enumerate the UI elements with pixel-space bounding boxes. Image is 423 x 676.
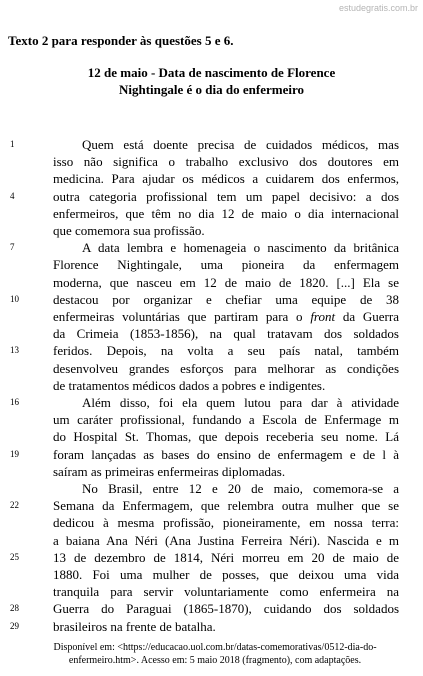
line-number: 19 — [10, 448, 19, 459]
text-line: que comemora sua profissão. — [53, 223, 205, 238]
line-number: 7 — [10, 242, 15, 253]
text-line: moderna, que nasceu em 12 de maio de 1820. [...] Ela se — [53, 274, 399, 290]
text-line: de tratamentos médicos dados a pobres e indigentes. — [53, 377, 326, 393]
text-line: brasileiros na frente de batalha. — [53, 618, 216, 634]
text-line: Além disso, foi ela quem lutou para dar à atividade — [82, 395, 399, 410]
text-line: medicina. Para ajudar os médicos a cuidarem dos enfermos, — [53, 171, 399, 187]
text-line: tranquila para servir voluntariamente como enfermeira na — [53, 584, 399, 600]
text-line: enfermeiros, que têm no dia 12 de maio o dia internacional — [53, 205, 399, 221]
line-number: 4 — [10, 190, 15, 201]
text-line: Quem está doente precisa de cuidados médicos, mas — [82, 137, 399, 152]
source-line-2: enfermeiro.htm>. Acesso em: 5 maio 2018 (fragmento), com adaptações. — [68, 655, 362, 666]
line-number: 1 — [10, 139, 15, 149]
text-line: do Hospital St. Thomas, que depois receberia seu nome. Lá — [53, 429, 399, 445]
text-line: enfermeiras voluntárias que partiram para o front da Guerra — [53, 309, 399, 324]
line-number: 16 — [10, 397, 19, 407]
text-line: Guerra do Paraguai (1865-1870), cuidando dos soldados — [53, 601, 399, 617]
text-line: um caráter profissional, fundando a Escola de Enfermage m — [53, 412, 399, 428]
text-line: dedicou à mesma profissão, pioneiramente, em nossa terra: — [53, 515, 399, 531]
text-heading: Texto 2 para responder às questões 5 e 6. — [8, 33, 234, 48]
text-line: outra categoria profissional tem um papel decisivo: a dos — [53, 188, 399, 204]
text-line: No Brasil, entre 12 e 20 de maio, comemora-se a — [82, 481, 399, 496]
line-number: 10 — [10, 293, 19, 304]
text-line: destacou por organizar e chefiar uma equipe de 38 — [53, 291, 399, 307]
text-line: Semana da Enfermagem, que relembra outra mulher que se — [53, 498, 399, 514]
text-title-line-1: 12 de maio - Data de nascimento de Florence — [87, 65, 336, 80]
text-title-line-2: Nightingale é o dia do enfermeiro — [119, 82, 304, 97]
line-number: 13 — [10, 345, 19, 356]
line-number: 25 — [10, 551, 19, 562]
text-line: Florence Nightingale, uma pioneira da enfermagem — [53, 257, 399, 273]
text-line: 13 de dezembro de 1814, Néri morreu em 20 de maio de — [53, 549, 399, 565]
line-number: 28 — [10, 603, 19, 614]
text-line: isso não significa o trabalho exclusivo dos doutores em — [53, 154, 399, 170]
text-line: desenvolveu grandes esforços para melhorar as condições — [53, 360, 399, 376]
italic-word: front — [310, 309, 336, 324]
watermark: estudegratis.com.br — [338, 3, 418, 13]
text-line: foram lançadas as bases do ensino de enfermagem e de l à — [53, 446, 399, 462]
text-line: A data lembra e homenageia o nascimento da britânica — [82, 240, 399, 256]
line-number: 29 — [10, 620, 19, 631]
text-line: a baiana Ana Néri (Ana Justina Ferreira Néri). Nascida e m — [53, 532, 399, 548]
text-line: feridos. Depois, na volta a seu país natal, também — [53, 343, 399, 359]
text-line: 1880. Foi uma mulher de posses, que deixou uma vida — [53, 567, 399, 582]
source-line-1: Disponível em: <https://educacao.uol.com.br/datas-comemorativas/0512-dia-do- — [53, 642, 377, 653]
line-number: 22 — [10, 500, 19, 511]
text-line: da Crimeia (1853-1856), na qual tratavam dos soldados — [53, 326, 399, 342]
text-line: saíram as primeiras enfermeiras diplomadas. — [53, 463, 286, 479]
